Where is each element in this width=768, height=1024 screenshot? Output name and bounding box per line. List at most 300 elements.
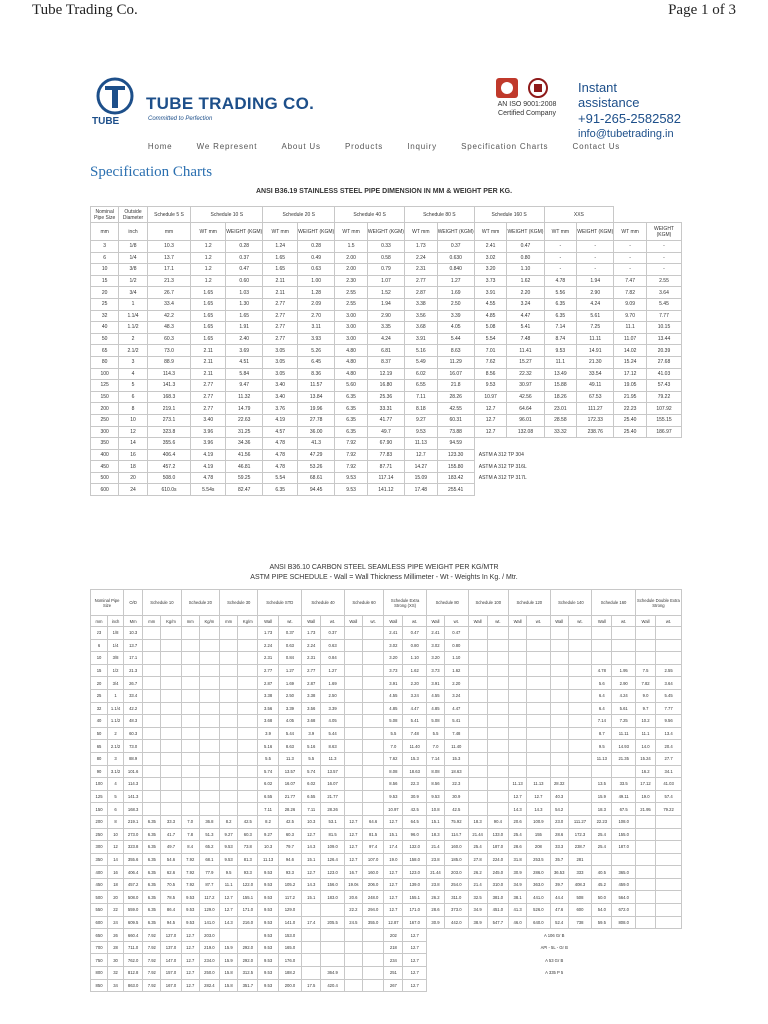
table-cell: 183.42 <box>437 472 474 484</box>
table-cell: 3.05 <box>263 345 298 357</box>
table-cell: 1.10 <box>445 652 468 665</box>
table-cell <box>238 627 258 640</box>
table-cell <box>612 652 635 665</box>
table-cell: 18.3 <box>426 828 444 841</box>
table-cell: 400 <box>91 449 119 461</box>
table-cell: 0.58 <box>367 252 404 264</box>
table-cell <box>568 727 591 740</box>
table-cell: 15 <box>91 664 108 677</box>
table-cell <box>487 702 508 715</box>
table-cell: 21.4 <box>468 878 487 891</box>
table-row <box>91 322 682 334</box>
table-cell: 2.30 <box>335 275 368 287</box>
table-cell: 1.10 <box>403 652 426 665</box>
table-cell <box>468 702 487 715</box>
table-cell <box>487 752 508 765</box>
table-cell: 1.1/2 <box>119 322 147 334</box>
table-cell: 12 <box>119 426 147 438</box>
table-cell: 9.53 <box>384 790 403 803</box>
table-cell: 1.73 <box>258 627 278 640</box>
nav-about-us[interactable]: About Us <box>281 142 321 151</box>
table-cell <box>238 740 258 753</box>
table-cell: 0.28 <box>226 241 263 253</box>
table-cell: 7.92 <box>143 941 161 954</box>
table1-note: ASTM A 312 TP 317L <box>478 475 527 482</box>
table-cell: 2.31 <box>302 652 321 665</box>
table-cell: 13.57 <box>321 765 344 778</box>
table-cell: 25.4 <box>592 841 612 854</box>
table1-note: ASTM A 312 TP 316L <box>478 463 527 470</box>
table-cell: 1.10 <box>507 264 544 276</box>
table-cell: 3.76 <box>263 403 298 415</box>
nav-contact-us[interactable]: Contact Us <box>572 142 621 151</box>
table-cell <box>161 765 181 778</box>
table-cell: 86.4 <box>161 904 181 917</box>
table-cell: 11.3 <box>278 752 301 765</box>
table-cell <box>143 765 161 778</box>
table-cell: 30.9 <box>403 790 426 803</box>
table-cell <box>468 639 487 652</box>
table-cell: 267 <box>384 979 403 992</box>
table-cell: 4.78 <box>263 438 298 450</box>
table-row <box>91 639 682 652</box>
table-cell: 33.5 <box>612 778 635 791</box>
table-cell: 2.24 <box>302 639 321 652</box>
table-cell: 292.0 <box>238 954 258 967</box>
table-cell: 15.9 <box>220 954 238 967</box>
table-cell: 8.2 <box>258 815 278 828</box>
table-cell: 68.1 <box>199 853 219 866</box>
table-cell: 245.0 <box>487 866 508 879</box>
table2-sub-header: wt. <box>445 616 468 627</box>
table-cell: 15.09 <box>404 472 437 484</box>
table1-sub-header: mm <box>147 223 191 241</box>
table-cell: 11.1 <box>220 878 238 891</box>
table-row <box>91 916 682 929</box>
table-cell: 6.35 <box>335 414 368 426</box>
table-cell: 2.00 <box>335 252 368 264</box>
table-row <box>91 652 682 665</box>
nav-inquiry[interactable]: Inquiry <box>407 142 437 151</box>
table-cell: 40 <box>91 322 119 334</box>
table-cell: 6 <box>108 803 124 816</box>
table-row <box>91 702 682 715</box>
table-cell: 42.5 <box>403 803 426 816</box>
table-cell: 7.62 <box>474 356 507 368</box>
table-cell: 526.0 <box>527 904 550 917</box>
table-cell <box>568 689 591 702</box>
table-row <box>91 677 682 690</box>
table-cell: 18 <box>119 461 147 473</box>
table-cell: 5.08 <box>384 715 403 728</box>
table-cell: 3.02 <box>426 639 444 652</box>
table-cell: 31.8 <box>509 853 527 866</box>
table-cell: 15.27 <box>507 356 544 368</box>
table-cell <box>199 790 219 803</box>
table-cell: 186.97 <box>646 426 681 438</box>
table-row <box>91 664 682 677</box>
contact-phone[interactable]: +91-265-2582582 <box>578 111 682 126</box>
table-cell <box>568 652 591 665</box>
table-cell: 19.0 <box>384 853 403 866</box>
table-cell: 17.12 <box>614 368 647 380</box>
table-cell <box>568 702 591 715</box>
table-cell: 5.08 <box>426 715 444 728</box>
table-cell: 2.55 <box>335 298 368 310</box>
table-cell: 30.9 <box>426 916 444 929</box>
table-cell: 155.15 <box>646 414 681 426</box>
table-cell: 8.18 <box>404 403 437 415</box>
table-cell <box>362 664 383 677</box>
table-cell: 96.01 <box>507 414 544 426</box>
table-cell: 93.3 <box>238 866 258 879</box>
table-cell: 15.24 <box>635 752 655 765</box>
table-row <box>91 333 682 345</box>
table-cell: 4.80 <box>335 368 368 380</box>
table-cell: 20 <box>119 472 147 484</box>
table-cell: 1.65 <box>263 252 298 264</box>
table-cell <box>468 652 487 665</box>
table-cell <box>199 715 219 728</box>
table-cell: 234 <box>384 954 403 967</box>
table-cell <box>220 790 238 803</box>
table-cell: 1.65 <box>191 310 226 322</box>
table-cell: 2.55 <box>646 275 681 287</box>
table-cell: 2.11 <box>191 368 226 380</box>
table-cell: 1/4 <box>108 639 124 652</box>
table-cell: 9.53 <box>258 979 278 992</box>
table-cell: 4.78 <box>263 461 298 473</box>
table-cell <box>527 627 550 640</box>
table-cell: 5.41 <box>445 715 468 728</box>
table-cell: 26.2 <box>468 866 487 879</box>
table-cell: 30.97 <box>507 380 544 392</box>
table1-sub-header: WEIGHT (KGM) <box>298 223 335 241</box>
table-cell <box>635 815 655 828</box>
table-cell: 609.5 <box>124 916 143 929</box>
table-cell: 60.3 <box>238 828 258 841</box>
table-cell: 1.2 <box>191 252 226 264</box>
table-cell: 200 <box>91 815 108 828</box>
table-cell: 65 <box>91 345 119 357</box>
table-row <box>91 803 682 816</box>
table-cell: 7.82 <box>614 287 647 299</box>
table-cell: 108.0 <box>612 815 635 828</box>
table-cell: 200.0 <box>278 979 301 992</box>
table-cell: 3.39 <box>321 702 344 715</box>
table-cell: 5.56 <box>544 287 577 299</box>
table-cell: 355.0 <box>362 916 383 929</box>
table-cell: 33.3 <box>550 841 568 854</box>
table-cell: 26.2 <box>426 891 444 904</box>
table-cell: 21.44 <box>468 828 487 841</box>
table-cell <box>487 765 508 778</box>
table-cell: 7.92 <box>143 929 161 942</box>
contact-email[interactable]: info@tubetrading.in <box>578 128 674 140</box>
table-cell: 17.4 <box>302 916 321 929</box>
table-cell: 12.7 <box>384 878 403 891</box>
table-cell <box>568 803 591 816</box>
table-cell: 7.77 <box>646 310 681 322</box>
table-cell: 1.30 <box>226 298 263 310</box>
table-cell: 8 <box>119 403 147 415</box>
table-cell: 2.90 <box>367 310 404 322</box>
table-cell <box>487 790 508 803</box>
table-cell: 2.55 <box>335 287 368 299</box>
table-cell: 10.15 <box>646 322 681 334</box>
table-cell: 41.3 <box>509 904 527 917</box>
table-cell <box>362 627 383 640</box>
table-cell: - <box>614 241 647 253</box>
table-cell: 20.4 <box>656 740 682 753</box>
table-cell: 333 <box>568 866 591 879</box>
table-cell: 12.87 <box>384 916 403 929</box>
table-cell: 5.41 <box>507 322 544 334</box>
nav-products[interactable]: Products <box>345 142 384 151</box>
table-cell: 9.53 <box>258 916 278 929</box>
table-cell: 351.7 <box>238 979 258 992</box>
table-cell <box>238 727 258 740</box>
table-cell <box>143 702 161 715</box>
table-cell: 20 <box>91 287 119 299</box>
table-cell: 10.97 <box>474 391 507 403</box>
table-cell: 3.96 <box>191 438 226 450</box>
table-cell <box>143 677 161 690</box>
table1-group-header: Schedule 160 S <box>474 207 544 223</box>
table-cell: 6.35 <box>143 916 161 929</box>
table2-sub-header: Kg/m <box>238 616 258 627</box>
table-cell: 15.1 <box>384 828 403 841</box>
table-cell <box>656 841 682 854</box>
table-cell <box>362 954 383 967</box>
table-cell: 27.7 <box>656 752 682 765</box>
table-cell: 4.47 <box>403 702 426 715</box>
table2-sub-header: Wall <box>550 616 568 627</box>
table-cell: 1.95 <box>612 664 635 677</box>
table-cell: 65 <box>91 740 108 753</box>
table-cell: 157.0 <box>161 967 181 980</box>
table-cell: 67.90 <box>367 438 404 450</box>
table-cell <box>468 803 487 816</box>
table-cell: 3.39 <box>437 310 474 322</box>
table-cell <box>302 929 321 942</box>
table-cell: 183.0 <box>321 891 344 904</box>
table2-group-header: Schedule Double Extra Strong <box>635 590 681 616</box>
table-cell <box>238 752 258 765</box>
table-cell: 78.5 <box>161 891 181 904</box>
table-cell: 4.85 <box>426 702 444 715</box>
table-cell: 2.87 <box>258 677 278 690</box>
table-row <box>91 954 682 967</box>
table-cell: 4 <box>119 368 147 380</box>
table-cell <box>635 639 655 652</box>
table-cell: 34.9 <box>468 904 487 917</box>
table-cell: 13.5 <box>592 778 612 791</box>
table-cell: 11.41 <box>507 345 544 357</box>
table-cell: 36.8 <box>199 815 219 828</box>
table-cell <box>635 652 655 665</box>
table-cell: 2.11 <box>263 287 298 299</box>
table-cell: 150 <box>91 803 108 816</box>
table-cell <box>487 727 508 740</box>
table-cell: 3.91 <box>384 677 403 690</box>
table-cell: 33.31 <box>367 403 404 415</box>
table-cell: 15.88 <box>544 380 577 392</box>
table-cell: 2.50 <box>321 689 344 702</box>
table-cell: 13.4 <box>656 727 682 740</box>
table-cell: 11.13 <box>404 438 437 450</box>
table-cell: 18.63 <box>445 765 468 778</box>
table-cell: 203.0 <box>445 866 468 879</box>
table-cell <box>362 677 383 690</box>
table-cell: 21.3 <box>124 664 143 677</box>
table-cell <box>509 765 527 778</box>
table-cell: 9.53 <box>258 878 278 891</box>
table-cell: 7.92 <box>335 461 368 473</box>
table-cell: 2.77 <box>263 322 298 334</box>
table-cell <box>321 941 344 954</box>
table-cell: 132.08 <box>507 426 544 438</box>
table-cell <box>161 790 181 803</box>
table-cell: 23.8 <box>426 878 444 891</box>
table-cell: 6.81 <box>367 345 404 357</box>
table-cell: 96.0 <box>403 828 426 841</box>
table-cell: 3.40 <box>263 380 298 392</box>
nav-home[interactable]: Home <box>147 142 173 151</box>
table-cell: 94.45 <box>298 484 335 496</box>
table-cell: 254.0 <box>445 878 468 891</box>
table-row <box>91 438 682 450</box>
table-cell: 5.45 <box>656 689 682 702</box>
table-cell: 137.0 <box>161 941 181 954</box>
table-cell: 54.2 <box>550 803 568 816</box>
table-cell: 9.53 <box>426 790 444 803</box>
table-cell <box>362 979 383 992</box>
table-cell: 6.35 <box>544 310 577 322</box>
table-cell: 3.05 <box>263 356 298 368</box>
table-cell: 0.37 <box>321 627 344 640</box>
table-cell <box>550 702 568 715</box>
table-cell <box>568 752 591 765</box>
table-cell: 6.55 <box>302 790 321 803</box>
table-cell: 9.53 <box>474 380 507 392</box>
table-cell: 7.82 <box>635 677 655 690</box>
table-cell <box>199 740 219 753</box>
table-cell: 125 <box>91 790 108 803</box>
table2-group-header: Schedule 20 <box>181 590 219 616</box>
table-cell: 41.77 <box>367 414 404 426</box>
nav-specification-charts[interactable]: Specification Charts <box>461 142 549 151</box>
table-cell <box>199 639 219 652</box>
table-cell: 9.53 <box>258 967 278 980</box>
table-cell: 5 <box>119 380 147 392</box>
table1-title: ANSI B36.19 STAINLESS STEEL PIPE DIMENSION IN MM & WEIGHT PER KG. <box>255 188 513 195</box>
table-cell: 2.1/2 <box>108 740 124 753</box>
table-cell: 216.0 <box>238 916 258 929</box>
table-cell: 3.73 <box>474 275 507 287</box>
table2-note: API - 5L - Gr B <box>540 945 568 951</box>
table-cell: 3 <box>91 241 119 253</box>
table1-sub-header: WEIGHT (KGM) <box>646 223 681 241</box>
table-row <box>91 461 682 473</box>
table-cell: 0.63 <box>298 264 335 276</box>
table-row <box>91 275 682 287</box>
table-cell: 16.07 <box>278 778 301 791</box>
table-cell: 11.3 <box>321 752 344 765</box>
table-cell: 1.65 <box>191 322 226 334</box>
table-cell: 294.0 <box>362 904 383 917</box>
table-cell: 25.40 <box>614 414 647 426</box>
table-cell: 6 <box>91 639 108 652</box>
table-cell <box>635 627 655 640</box>
table-cell: 28.32 <box>550 778 568 791</box>
table-cell: 363.0 <box>527 878 550 891</box>
table-cell: 7.92 <box>335 438 368 450</box>
table-cell: 8.74 <box>544 333 577 345</box>
table-cell: 5.45 <box>646 298 681 310</box>
table-cell: 42.2 <box>124 702 143 715</box>
table-cell: 7.0 <box>384 740 403 753</box>
table-cell: 75.92 <box>445 815 468 828</box>
table-cell: 94.59 <box>437 438 474 450</box>
table-cell: 7.14 <box>544 322 577 334</box>
table-cell: 15.8 <box>220 967 238 980</box>
table2-group-header: Schedule 100 <box>468 590 509 616</box>
table-cell: 111.27 <box>577 403 614 415</box>
table-cell: 44.4 <box>550 891 568 904</box>
table-cell: 77.9 <box>199 866 219 879</box>
table-cell <box>509 702 527 715</box>
table-cell: 9.53 <box>258 941 278 954</box>
table-cell: 15.3 <box>403 752 426 765</box>
table-cell: 9.0 <box>635 689 655 702</box>
table-cell <box>550 627 568 640</box>
table-cell <box>592 853 612 866</box>
table-cell: 4.78 <box>191 472 226 484</box>
table2-sub-header: inch <box>108 616 124 627</box>
table-cell: 11.13 <box>509 778 527 791</box>
table-cell: 3.56 <box>302 702 321 715</box>
table-cell: 1.27 <box>437 275 474 287</box>
table-cell: 0.28 <box>298 241 335 253</box>
table-cell: 3.68 <box>258 715 278 728</box>
table-cell: 21.95 <box>614 391 647 403</box>
table-row <box>91 979 682 992</box>
table2-sub-header: Wall <box>302 616 321 627</box>
table-cell <box>362 752 383 765</box>
table-cell: 4 <box>108 778 124 791</box>
table-cell: 9.53 <box>220 841 238 854</box>
table-cell <box>220 803 238 816</box>
table-row <box>91 790 682 803</box>
table-cell: 87.7 <box>199 878 219 891</box>
nav-we-represent[interactable]: We Represent <box>196 142 258 151</box>
table-cell: 3.24 <box>445 689 468 702</box>
table-cell: 812.8 <box>124 967 143 980</box>
table-cell <box>344 715 362 728</box>
table-cell: 19.05 <box>614 380 647 392</box>
table-cell <box>487 652 508 665</box>
table-cell: 28.26 <box>278 803 301 816</box>
table-cell: 5.5 <box>258 752 278 765</box>
table2-sub-header: wt. <box>568 616 591 627</box>
table-cell <box>344 954 362 967</box>
table-cell: 1/2 <box>108 664 124 677</box>
table-cell: 54.6 <box>161 853 181 866</box>
table-cell: 187.0 <box>612 841 635 854</box>
table-cell: 2.77 <box>191 391 226 403</box>
table-cell: 9.53 <box>258 954 278 967</box>
